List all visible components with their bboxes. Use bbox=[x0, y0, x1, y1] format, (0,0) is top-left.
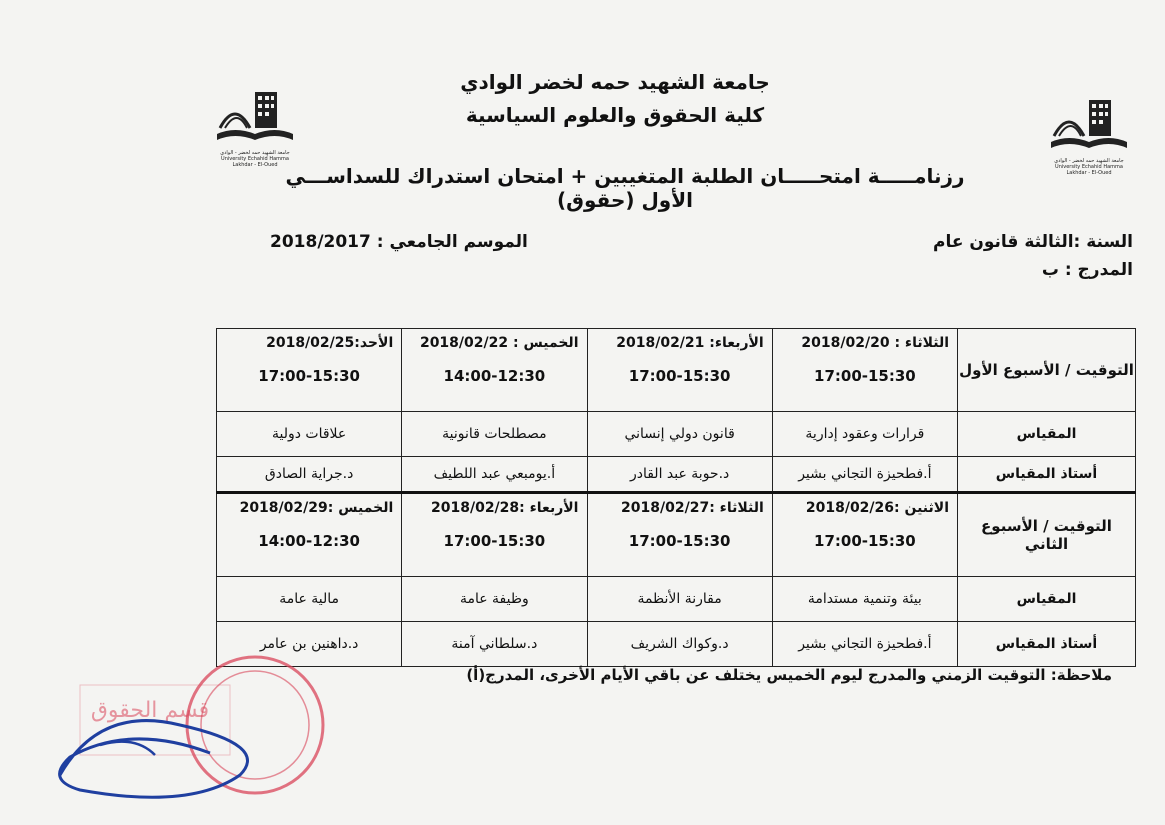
subject-cell: قانون دولي إنساني bbox=[587, 412, 772, 457]
day-time: 17:00-15:30 bbox=[628, 532, 731, 550]
teacher-cell: د.سلطاني آمنة bbox=[402, 622, 587, 667]
week1-datetime-row bbox=[217, 329, 1136, 412]
day-time: 14:00-12:30 bbox=[258, 532, 360, 550]
exam-schedule-table bbox=[216, 328, 1136, 667]
subject-cell: وظيفة عامة bbox=[402, 577, 587, 622]
week1-label: التوقيت / الأسبوع الأول bbox=[958, 329, 1136, 412]
week1-day-3 bbox=[402, 329, 587, 412]
day-date: الخميس :2018/02/29 bbox=[239, 500, 394, 516]
document-title: رزنامـــــة امتحـــــان الطلبة المتغيبين + امتحان استدراك للسداســـي الأول (حقوق) bbox=[285, 164, 965, 212]
week2-subject-row bbox=[217, 577, 1136, 622]
teacher-cell: أ.فطحيزة التجاني بشير bbox=[772, 457, 957, 493]
day-time: 17:00-15:30 bbox=[814, 532, 916, 550]
day-time: 17:00-15:30 bbox=[443, 532, 546, 550]
subject-cell: بيئة وتنمية مستدامة bbox=[772, 577, 957, 622]
teacher-cell: د.داهنين بن عامر bbox=[217, 622, 402, 667]
week1-subject-row bbox=[217, 412, 1136, 457]
day-date: الأربعاء :2018/02/28 bbox=[431, 500, 579, 516]
week1-teacher-row bbox=[217, 457, 1136, 493]
teacher-cell: أ.فطحيزة التجاني بشير bbox=[772, 622, 957, 667]
academic-season: الموسم الجامعي : 2018/2017 bbox=[270, 232, 528, 252]
faculty-name: كلية الحقوق والعلوم السياسية bbox=[465, 103, 765, 127]
day-date: الثلاثاء : 2018/02/20 bbox=[801, 335, 949, 351]
teacher-cell: د.حوبة عبد القادر bbox=[587, 457, 772, 493]
signature bbox=[60, 721, 248, 798]
logo-caption: جامعة الشهيد حمه لخضر - الوادي University Echahid Hamma Lakhdar - El-Oued bbox=[220, 150, 290, 168]
day-time: 17:00-15:30 bbox=[258, 367, 360, 385]
week2-datetime-row bbox=[217, 493, 1136, 577]
university-name: جامعة الشهيد حمه لخضر الوادي bbox=[460, 70, 770, 94]
logo-caption: جامعة الشهيد حمه لخضر - الوادي University Echahid Hamma Lakhdar - El-Oued bbox=[1054, 158, 1124, 176]
week2-day-2 bbox=[587, 493, 772, 577]
week1-day-4 bbox=[217, 329, 402, 412]
subject-label: المقياس bbox=[958, 577, 1136, 622]
subject-cell: مالية عامة bbox=[217, 577, 402, 622]
subject-cell: علاقات دولية bbox=[217, 412, 402, 457]
stamp-text: قسم الحقوق bbox=[90, 698, 210, 723]
subject-cell: مصطلحات قانونية bbox=[402, 412, 587, 457]
subject-cell: مقارنة الأنظمة bbox=[587, 577, 772, 622]
teacher-cell: د.جراية الصادق bbox=[217, 457, 402, 493]
study-year: السنة :الثالثة قانون عام bbox=[933, 232, 1133, 252]
teacher-cell: أ.يومبعي عبد اللطيف bbox=[402, 457, 587, 493]
day-time: 14:00-12:30 bbox=[443, 367, 546, 385]
week1-day-2 bbox=[587, 329, 772, 412]
subject-cell: قرارات وعقود إدارية bbox=[772, 412, 957, 457]
university-logo-left bbox=[215, 88, 295, 168]
day-date: الخميس : 2018/02/22 bbox=[419, 335, 579, 351]
day-date: الأحد:2018/02/25 bbox=[266, 335, 394, 351]
footnote: ملاحظة: التوقيت الزمني والمدرج ليوم الخميس يختلف عن باقي الأيام الأخرى، المدرج(أ) bbox=[466, 666, 1112, 684]
teacher-label: أستاذ المقياس bbox=[958, 457, 1136, 493]
day-date: الثلاثاء :2018/02/27 bbox=[621, 500, 764, 516]
day-date: الأربعاء: 2018/02/21 bbox=[616, 335, 764, 351]
day-time: 17:00-15:30 bbox=[814, 367, 916, 385]
week1-day-1 bbox=[772, 329, 957, 412]
teacher-cell: د.وكواك الشريف bbox=[587, 622, 772, 667]
day-date: الاثنين :2018/02/26 bbox=[805, 500, 949, 516]
teacher-label: أستاذ المقياس bbox=[958, 622, 1136, 667]
week2-day-3 bbox=[402, 493, 587, 577]
week2-label: التوقيت / الأسبوع الثاني bbox=[958, 493, 1136, 577]
week2-day-1 bbox=[772, 493, 957, 577]
week2-day-4 bbox=[217, 493, 402, 577]
week2-teacher-row bbox=[217, 622, 1136, 667]
day-time: 17:00-15:30 bbox=[628, 367, 731, 385]
university-logo-right bbox=[1048, 96, 1130, 176]
subject-label: المقياس bbox=[958, 412, 1136, 457]
official-stamp bbox=[40, 645, 340, 810]
lecture-hall: المدرج : ب bbox=[1041, 260, 1133, 280]
